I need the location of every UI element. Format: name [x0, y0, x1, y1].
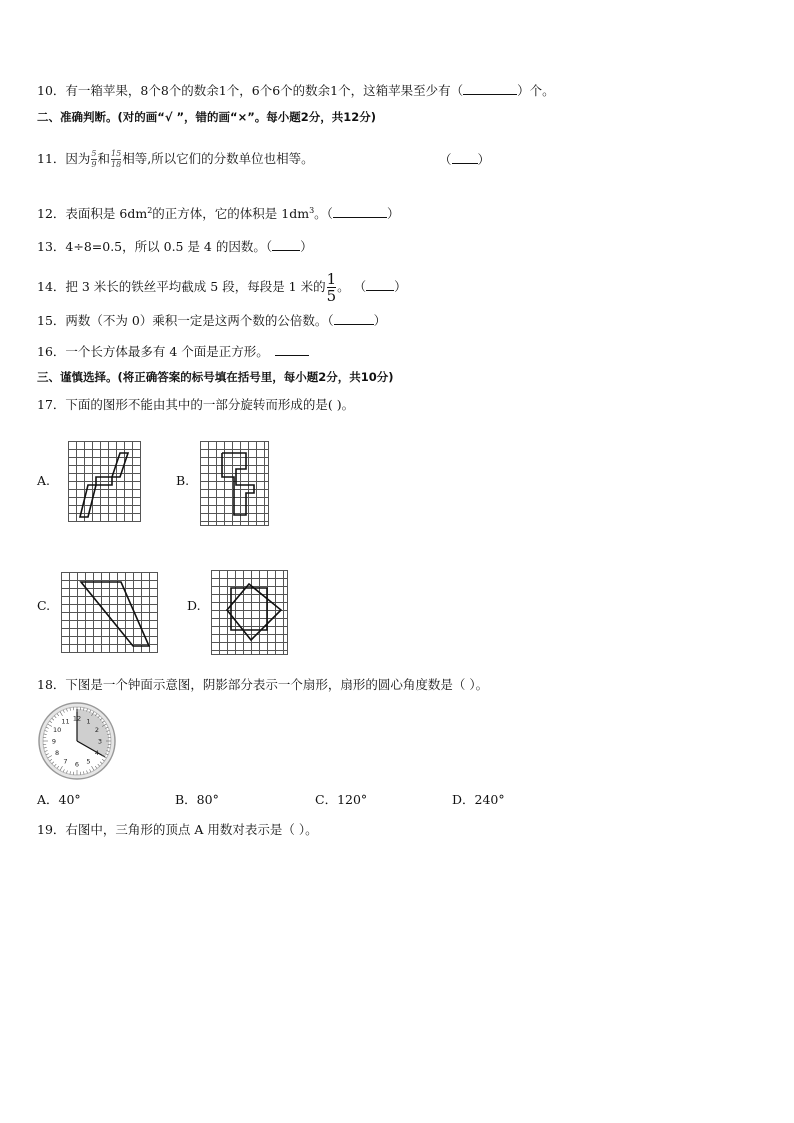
option-a-answer[interactable]: A．40° — [37, 792, 81, 807]
answer-blank[interactable] — [452, 151, 478, 164]
clock-number: 3 — [97, 737, 103, 746]
option-c-answer[interactable]: C．120° — [315, 792, 368, 807]
question-14-end: ） — [394, 279, 407, 294]
shape-b — [200, 441, 276, 529]
answer-blank[interactable] — [272, 238, 300, 251]
clock-number: 6 — [74, 760, 80, 769]
clock-number: 4 — [94, 749, 99, 757]
clock-number: 5 — [86, 757, 91, 766]
answer-blank[interactable] — [366, 278, 394, 291]
option-c-figure[interactable] — [61, 572, 161, 656]
question-10-end: ）个。 — [517, 83, 555, 98]
fraction-1-5 — [327, 272, 337, 303]
clock-number: 8 — [55, 749, 60, 757]
question-12-mid: 的正方体，它的体积是 1dm — [152, 206, 310, 222]
shape-d — [211, 570, 293, 660]
fraction-denominator: 18 — [111, 160, 122, 169]
fraction-numerator: 15 — [111, 149, 122, 158]
option-c-label[interactable]: C. — [37, 598, 51, 613]
question-13-end: ） — [300, 239, 313, 254]
question-15-end: ） — [373, 313, 387, 328]
clock-face — [37, 701, 117, 781]
fraction-denominator: 5 — [326, 287, 337, 305]
clock-number: 11 — [61, 717, 70, 726]
fraction-15-18 — [111, 150, 121, 169]
question-10 — [37, 82, 555, 100]
option-d-answer[interactable]: D．240° — [452, 792, 505, 807]
option-d-figure[interactable] — [211, 570, 293, 660]
question-12-post: 。（ — [314, 206, 333, 222]
clock-number: 7 — [63, 757, 68, 766]
clock-number: 9 — [51, 737, 57, 746]
question-14 — [37, 272, 407, 303]
fraction-numerator: 5 — [91, 149, 97, 158]
answer-blank[interactable] — [275, 343, 309, 356]
question-19-text: 19．右图中，三角形的顶点 A 用数对表示是（ ）。 — [37, 822, 318, 837]
paren-close: ） — [477, 152, 491, 167]
fraction-numerator: 1 — [326, 270, 337, 288]
superscript: 3 — [309, 206, 315, 215]
answer-blank[interactable] — [334, 312, 374, 325]
question-12 — [37, 202, 399, 223]
superscript: 2 — [147, 206, 153, 215]
option-b-label[interactable]: B. — [176, 473, 190, 488]
question-11-answer — [439, 150, 490, 168]
option-b-figure[interactable] — [200, 441, 276, 529]
option-d-label[interactable]: D. — [187, 598, 201, 613]
clock-figure — [37, 701, 117, 781]
question-11-mid: 和 — [97, 151, 111, 166]
question-16-text: 16．一个长方体最多有 4 个面是正方形。 — [37, 344, 269, 359]
question-15-text: 15．两数（不为 0）乘积一定是这两个数的公倍数。（ — [37, 313, 334, 328]
paren-open: （ — [439, 152, 452, 167]
shape-c — [61, 572, 161, 656]
answer-blank[interactable] — [463, 82, 517, 95]
question-11-pre: 11．因为 — [37, 151, 91, 166]
shape-a — [68, 441, 148, 529]
option-b-answer[interactable]: B．80° — [175, 792, 219, 807]
question-11 — [37, 150, 314, 169]
question-13-text: 13．4÷8=0.5，所以 0.5 是 4 的因数。（ — [37, 239, 273, 254]
option-a-label[interactable]: A. — [37, 473, 51, 488]
section-2-title: 二、准确判断。(对的画“√ ”，错的画“×”。每小题2分，共12分) — [37, 110, 377, 124]
answer-blank[interactable] — [333, 205, 387, 218]
clock-number: 1 — [86, 717, 91, 726]
clock-number: 12 — [72, 714, 82, 723]
section-3-title: 三、谨慎选择。(将正确答案的标号填在括号里，每小题2分，共10分) — [37, 370, 394, 384]
question-12-end: ） — [386, 206, 400, 222]
question-12-pre: 12．表面积是 6dm — [37, 206, 148, 222]
question-17-text: 17．下面的图形不能由其中的一部分旋转而形成的是( )。 — [37, 397, 355, 412]
question-16 — [37, 343, 309, 361]
question-10-text: 10．有一箱苹果，8个8个的数余1个，6个6个的数余1个，这箱苹果至少有（ — [37, 83, 464, 98]
question-13 — [37, 238, 313, 256]
fraction-5-9 — [91, 150, 96, 169]
fraction-denominator: 9 — [91, 160, 97, 169]
clock-number: 2 — [94, 726, 99, 734]
question-11-post: 相等,所以它们的分数单位也相等。 — [122, 151, 314, 166]
clock-number: 10 — [52, 726, 62, 734]
question-14-post: 。 （ — [337, 279, 367, 294]
question-15 — [37, 312, 386, 330]
question-18-text: 18．下图是一个钟面示意图，阴影部分表示一个扇形，扇形的圆心角度数是（ ）。 — [37, 677, 489, 692]
question-14-pre: 14．把 3 米长的铁丝平均截成 5 段，每段是 1 米的 — [37, 279, 326, 294]
option-a-figure[interactable] — [68, 441, 148, 529]
